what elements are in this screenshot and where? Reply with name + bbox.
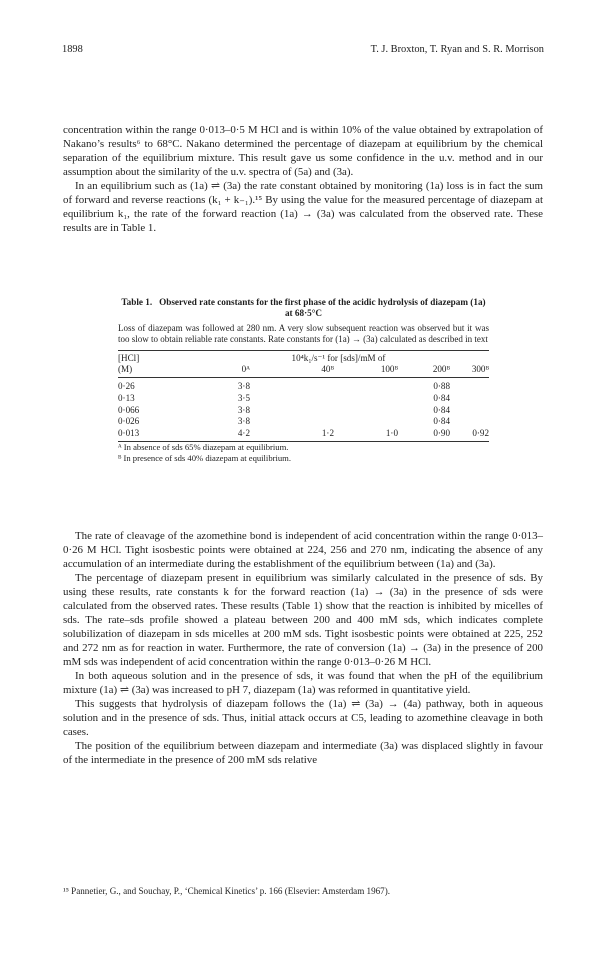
table-header: [118, 351, 489, 378]
paragraph: The position of the equilibrium between diazepam and intermediate (3a) was displaced slightly in favour of the intermediate in the presence of 200 mM sds relative: [63, 740, 543, 766]
table-caption-label: Table 1.: [121, 297, 153, 307]
col-head: 200ᴮ: [432, 364, 450, 375]
page-number: 1898: [62, 44, 83, 55]
reference-footnote: ¹⁵ Pannetier, G., and Souchay, P., ‘Chemical Kinetics’ p. 166 (Elsevier: Amsterdam 1967).: [63, 886, 391, 896]
page-header: [62, 44, 544, 60]
table-cell: 0·88: [433, 381, 450, 392]
table-cell: [334, 405, 398, 417]
table-cell: 0·26: [118, 381, 135, 392]
table-1: [118, 297, 489, 464]
table-cell: 0·026: [118, 416, 140, 427]
table-cell: [450, 416, 489, 428]
table-cell: 3·8: [237, 381, 250, 392]
table-cell: 3·5: [237, 393, 250, 404]
table-cell: [450, 381, 489, 393]
table-cell: 4·2: [237, 427, 250, 438]
table-footnote: ᴮ In presence of sds 40% diazepam at equilibrium.: [118, 453, 291, 464]
paragraph: The percentage of diazepam present in equilibrium was similarly calculated in the presence of sds. By using these results, rate constants k for the forward reaction (1a) → (3a) in the presence of sds were calculated from the observed rates. These results (Table 1) show that the reaction is inhibited by micelles of sds. The rate–sds profile showed a plateau between 200 and 400 mM sds, which indicates complete solubilization of diazepam in sds micelles at 200 mM sds. Tight isosbestic points were obtained at 225, 252 and 272 nm as for reaction in water. Furthermore, the rate of conversion (1a) → (3a) in the presence of 200 mM sds was independent of acid concentration within the range 0·013–0·26 M HCl.: [63, 572, 543, 668]
table-cell: [278, 393, 334, 405]
table-note: Loss of diazepam was followed at 280 nm. A very slow subsequent reaction was observed but it was too slow to obtain reliable rate constants. Rate constants for (1a) → (3a) calculated as described in text: [118, 322, 489, 345]
table-cell: 1·0: [385, 427, 398, 438]
table-cell: 0·90: [433, 427, 450, 438]
table-cell: [450, 393, 489, 405]
table-cell: 3·8: [237, 404, 250, 415]
col-head: 300ᴮ: [471, 364, 489, 375]
paragraph: In an equilibrium such as (1a) ⇌ (3a) the rate constant obtained by monitoring (1a) loss is in fact the sum of forward and reverse reactions (k₁ + k₋₁).¹⁵ By using the value for the measured percentage of diazepam at equilibrium k₁, the rate of the forward reaction (1a) → (3a) was calculated from the observed rate. These results are in Table 1.: [63, 180, 543, 234]
paragraph: concentration within the range 0·013–0·5 M HCl and is within 10% of the value obtained by extrapolation of Nakano’s results⁶ to 68°C. Nakano determined the percentage of diazepam at equilibrium by the chemical separation of the equilibrium mixture. This result gave us some confidence in the u.v. method and in our assumption about the similarity of the u.v. spectra of (5a) and (3a).: [63, 124, 543, 178]
body-text-bottom: [63, 529, 543, 767]
table-caption: [118, 297, 489, 320]
table-cell: 0·13: [118, 393, 135, 404]
table-cell: [450, 405, 489, 417]
table-body: [118, 378, 489, 441]
table-cell: [278, 416, 334, 428]
paragraph: This suggests that hydrolysis of diazepam follows the (1a) ⇌ (3a) → (4a) pathway, both in aqueous solution and in the presence of sds. Thus, initial attack occurs at C5, leading to azomethine cleavage in both cases.: [63, 698, 543, 738]
running-authors: T. J. Broxton, T. Ryan and S. R. Morrison: [370, 44, 544, 55]
table-cell: [278, 381, 334, 393]
table-cell: 0·066: [118, 404, 140, 415]
table-cell: [334, 393, 398, 405]
table-cell: 0·84: [433, 404, 450, 415]
paragraph: In both aqueous solution and in the presence of sds, it was found that when the pH of the equilibrium mixture (1a) ⇌ (3a) was increased to pH 7, diazepam (1a) was reformed in quantitative yield.: [63, 670, 543, 696]
table-cell: 0·92: [472, 427, 489, 438]
col-head: 0ᴬ: [241, 364, 250, 375]
col-head-hcl: [HCl]: [118, 352, 140, 363]
span-head: 10⁴k₁/s⁻¹ for [sds]/mM of: [291, 352, 386, 363]
col-head: 100ᴮ: [380, 364, 398, 375]
table-cell: 1·2: [321, 427, 334, 438]
table-cell: [334, 416, 398, 428]
table-cell: [278, 405, 334, 417]
table-caption-text: Observed rate constants for the first phase of the acidic hydrolysis of diazepam (1a) at 68·5°C: [159, 297, 486, 319]
table-cell: 0·84: [433, 393, 450, 404]
col-head-unit: (M): [118, 364, 133, 375]
table-cell: [334, 381, 398, 393]
table-footnote: ᴬ In absence of sds 65% diazepam at equilibrium.: [118, 442, 289, 453]
table-cell: 0·013: [118, 427, 140, 438]
col-head: 40ᴮ: [321, 364, 334, 375]
paragraph: The rate of cleavage of the azomethine bond is independent of acid concentration within the range 0·013–0·26 M HCl. Tight isosbestic points were obtained at 224, 256 and 270 nm, indicating the absence of any accumulation of an intermediate during the establishment of the equilibrium between (1a) and (3a).: [63, 530, 543, 570]
body-text-top: [63, 123, 543, 235]
table-cell: 0·84: [433, 416, 450, 427]
table-cell: 3·8: [237, 416, 250, 427]
